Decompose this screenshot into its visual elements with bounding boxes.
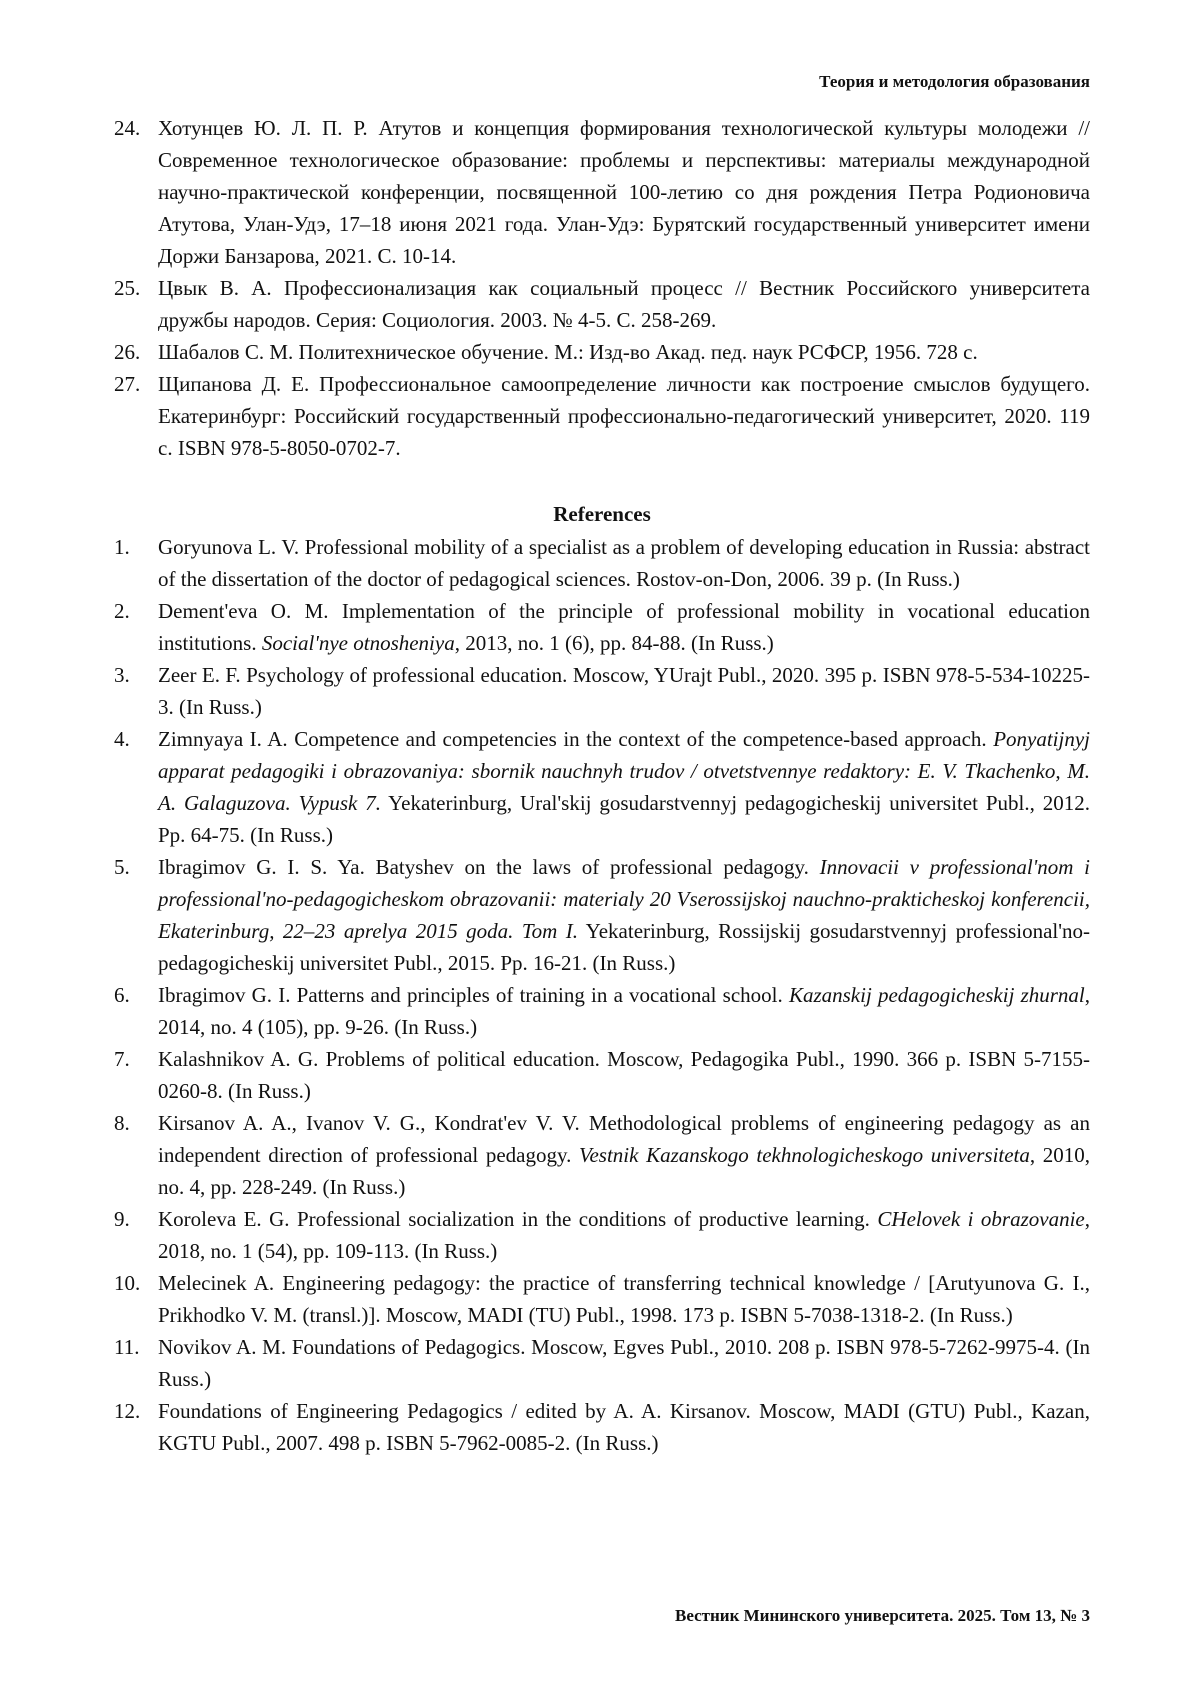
reference-source-title: Social'nye otnosheniya: [262, 631, 455, 655]
reference-text: [158, 531, 1090, 595]
reference-number: 7.: [114, 1043, 158, 1107]
reference-number: 8.: [114, 1107, 158, 1203]
reference-number: 24.: [114, 112, 158, 272]
reference-item: [114, 595, 1090, 659]
running-header: Теория и методология образования: [819, 72, 1090, 92]
reference-text-part: Koroleva E. G. Professional socialization in the conditions of productive learning.: [158, 1207, 877, 1231]
reference-text-part: Kalashnikov A. G. Problems of political education. Moscow, Pedagogika Publ., 1990. 366 p. ISBN 5-7155-0260-8. (In Russ.): [158, 1047, 1090, 1103]
reference-text-part: , 2013, no. 1 (6), pp. 84-88. (In Russ.): [455, 631, 774, 655]
references-list: [114, 531, 1090, 1459]
reference-text-part: Goryunova L. V. Professional mobility of a specialist as a problem of developing education in Russia: abstract of the dissertation of the doctor of pedagogical sciences. Rostov-on-Don, 2006. 39 p. (In Russ.): [158, 535, 1090, 591]
reference-source-title: CHelovek i obrazovanie: [877, 1207, 1084, 1231]
reference-text-part: Хотунцев Ю. Л. П. Р. Атутов и концепция формирования технологической культуры молодежи // Современное технологическое образование: проблемы и перспективы: материалы международной научно-практической конференции, посвященной 100-летию со дня рождения Петра Родионовича Атутова, Улан-Удэ, 17–18 июня 2021 года. Улан-Удэ: Бурятский государственный университет имени Доржи Банзарова, 2021. С. 10-14.: [158, 116, 1090, 268]
reference-number: 9.: [114, 1203, 158, 1267]
reference-text: [158, 112, 1090, 272]
reference-text-part: , 2018, no. 1 (54), pp. 109-113. (In Russ.): [158, 1207, 1090, 1263]
reference-text-part: Foundations of Engineering Pedagogics / edited by A. A. Kirsanov. Moscow, MADI (GTU) Publ., Kazan, KGTU Publ., 2007. 498 p. ISBN 5-7962-0085-2. (In Russ.): [158, 1399, 1090, 1455]
reference-item: [114, 1331, 1090, 1395]
reference-number: 11.: [114, 1331, 158, 1395]
reference-item: [114, 531, 1090, 595]
reference-item: [114, 979, 1090, 1043]
reference-source-title: Innovacii v professional'nom i professional'no-pedagogicheskom obrazovanii: materialy 20 Vserossijskoj nauchno-prakticheskoj konferencii, Ekaterinburg, 22–23 aprelya 2015 goda. Tom I.: [158, 855, 1090, 943]
reference-text: [158, 851, 1090, 979]
reference-item: [114, 1395, 1090, 1459]
reference-item: [114, 1107, 1090, 1203]
reference-text: [158, 723, 1090, 851]
reference-text: [158, 1267, 1090, 1331]
reference-item: [114, 851, 1090, 979]
reference-item: [114, 336, 1090, 368]
reference-text: [158, 368, 1090, 464]
reference-number: 6.: [114, 979, 158, 1043]
reference-text: [158, 659, 1090, 723]
reference-text: [158, 272, 1090, 336]
reference-text: [158, 1203, 1090, 1267]
reference-item: [114, 1203, 1090, 1267]
reference-number: 10.: [114, 1267, 158, 1331]
reference-text-part: Yekaterinburg, Rossijskij gosudarstvennyj professional'no-pedagogicheskij universitet Publ., 2015. Pp. 16-21. (In Russ.): [158, 919, 1090, 975]
reference-text-part: Zimnyaya I. A. Competence and competencies in the context of the competence-based approach.: [158, 727, 993, 751]
reference-source-title: Kazanskij pedagogicheskij zhurnal: [789, 983, 1085, 1007]
reference-number: 26.: [114, 336, 158, 368]
reference-text-part: Yekaterinburg, Ural'skij gosudarstvennyj pedagogicheskij universitet Publ., 2012. Pp. 64-75. (In Russ.): [158, 791, 1090, 847]
reference-source-title: Vestnik Kazanskogo tekhnologicheskogo universiteta: [579, 1143, 1030, 1167]
reference-item: [114, 659, 1090, 723]
reference-text-part: Novikov A. M. Foundations of Pedagogics. Moscow, Egves Publ., 2010. 208 p. ISBN 978-5-7262-9975-4. (In Russ.): [158, 1335, 1090, 1391]
reference-text-part: Kirsanov A. A., Ivanov V. G., Kondrat'ev V. V. Methodological problems of engineering pedagogy as an independent direction of professional pedagogy.: [158, 1111, 1090, 1167]
reference-item: [114, 723, 1090, 851]
reference-text: [158, 1043, 1090, 1107]
reference-text-part: , 2014, no. 4 (105), pp. 9-26. (In Russ.): [158, 983, 1090, 1039]
references-heading: References: [114, 498, 1090, 530]
reference-text-part: Dement'eva O. M. Implementation of the principle of professional mobility in vocational education institutions.: [158, 599, 1090, 655]
reference-number: 27.: [114, 368, 158, 464]
reference-text: [158, 1107, 1090, 1203]
russian-reference-list: [114, 112, 1090, 464]
reference-text-part: Melecinek A. Engineering pedagogy: the practice of transferring technical knowledge / [Arutyunova G. I., Prikhodko V. M. (transl.)]. Moscow, MADI (TU) Publ., 1998. 173 p. ISBN 5-7038-1318-2. (In Russ.): [158, 1271, 1090, 1327]
reference-text-part: Zeer E. F. Psychology of professional education. Moscow, YUrajt Publ., 2020. 395 p. ISBN 978-5-534-10225-3. (In Russ.): [158, 663, 1090, 719]
reference-item: [114, 112, 1090, 272]
reference-item: [114, 1267, 1090, 1331]
reference-text-part: , 2010, no. 4, pp. 228-249. (In Russ.): [158, 1143, 1090, 1199]
reference-item: [114, 1043, 1090, 1107]
reference-item: [114, 272, 1090, 336]
reference-text-part: Щипанова Д. Е. Профессиональное самоопределение личности как построение смыслов будущего. Екатеринбург: Российский государственный профессионально-педагогический университет, 2020. 119 с. ISBN 978-5-8050-0702-7.: [158, 372, 1090, 460]
reference-text: [158, 336, 1090, 368]
reference-text-part: Ibragimov G. I. Patterns and principles of training in a vocational school.: [158, 983, 789, 1007]
reference-number: 12.: [114, 1395, 158, 1459]
running-footer: Вестник Мининского университета. 2025. Том 13, № 3: [675, 1606, 1090, 1626]
reference-number: 3.: [114, 659, 158, 723]
reference-number: 4.: [114, 723, 158, 851]
reference-source-title: Ponyatijnyj apparat pedagogiki i obrazovaniya: sbornik nauchnyh trudov / otvetstvennye redaktory: E. V. Tkachenko, M. A. Galaguzova. Vypusk 7.: [158, 727, 1090, 815]
reference-text: [158, 1395, 1090, 1459]
reference-text-part: Шабалов С. М. Политехническое обучение. М.: Изд-во Акад. пед. наук РСФСР, 1956. 728 с.: [158, 340, 978, 364]
reference-text: [158, 595, 1090, 659]
reference-text-part: Цвык В. А. Профессионализация как социальный процесс // Вестник Российского университета дружбы народов. Серия: Социология. 2003. № 4-5. С. 258-269.: [158, 276, 1090, 332]
reference-number: 1.: [114, 531, 158, 595]
reference-text: [158, 1331, 1090, 1395]
reference-item: [114, 368, 1090, 464]
reference-number: 25.: [114, 272, 158, 336]
reference-number: 5.: [114, 851, 158, 979]
reference-text-part: Ibragimov G. I. S. Ya. Batyshev on the laws of professional pedagogy.: [158, 855, 820, 879]
reference-number: 2.: [114, 595, 158, 659]
reference-text: [158, 979, 1090, 1043]
